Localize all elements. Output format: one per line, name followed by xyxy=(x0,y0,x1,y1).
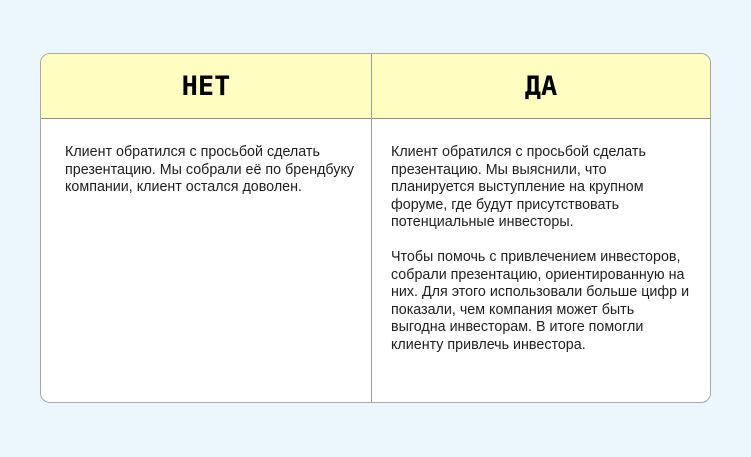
column-body-yes xyxy=(391,144,691,372)
comparison-table xyxy=(40,53,711,403)
column-divider xyxy=(371,54,372,402)
table-header xyxy=(41,54,710,119)
column-body-no xyxy=(65,144,355,214)
column-title-yes: ДА xyxy=(524,71,558,102)
paragraph: Клиент обратился с просьбой сделать презентацию. Мы выяснили, что планируется выступление на крупном форуме, где будут присутствовать потенциальные инвесторы. xyxy=(391,144,646,231)
paragraph: Чтобы помочь с привлечением инвесторов, собрали презентацию, ориентированную на них. Для этого использовали больше цифр и показали, чем компания может быть выгодна инвесторам. В итоге помогли клиенту привлечь инвестора. xyxy=(391,248,690,353)
paragraph: Клиент обратился с просьбой сделать презентацию. Мы собрали её по брендбуку компании, клиент остался доволен. xyxy=(65,144,355,196)
column-title-no: НЕТ xyxy=(181,71,231,102)
